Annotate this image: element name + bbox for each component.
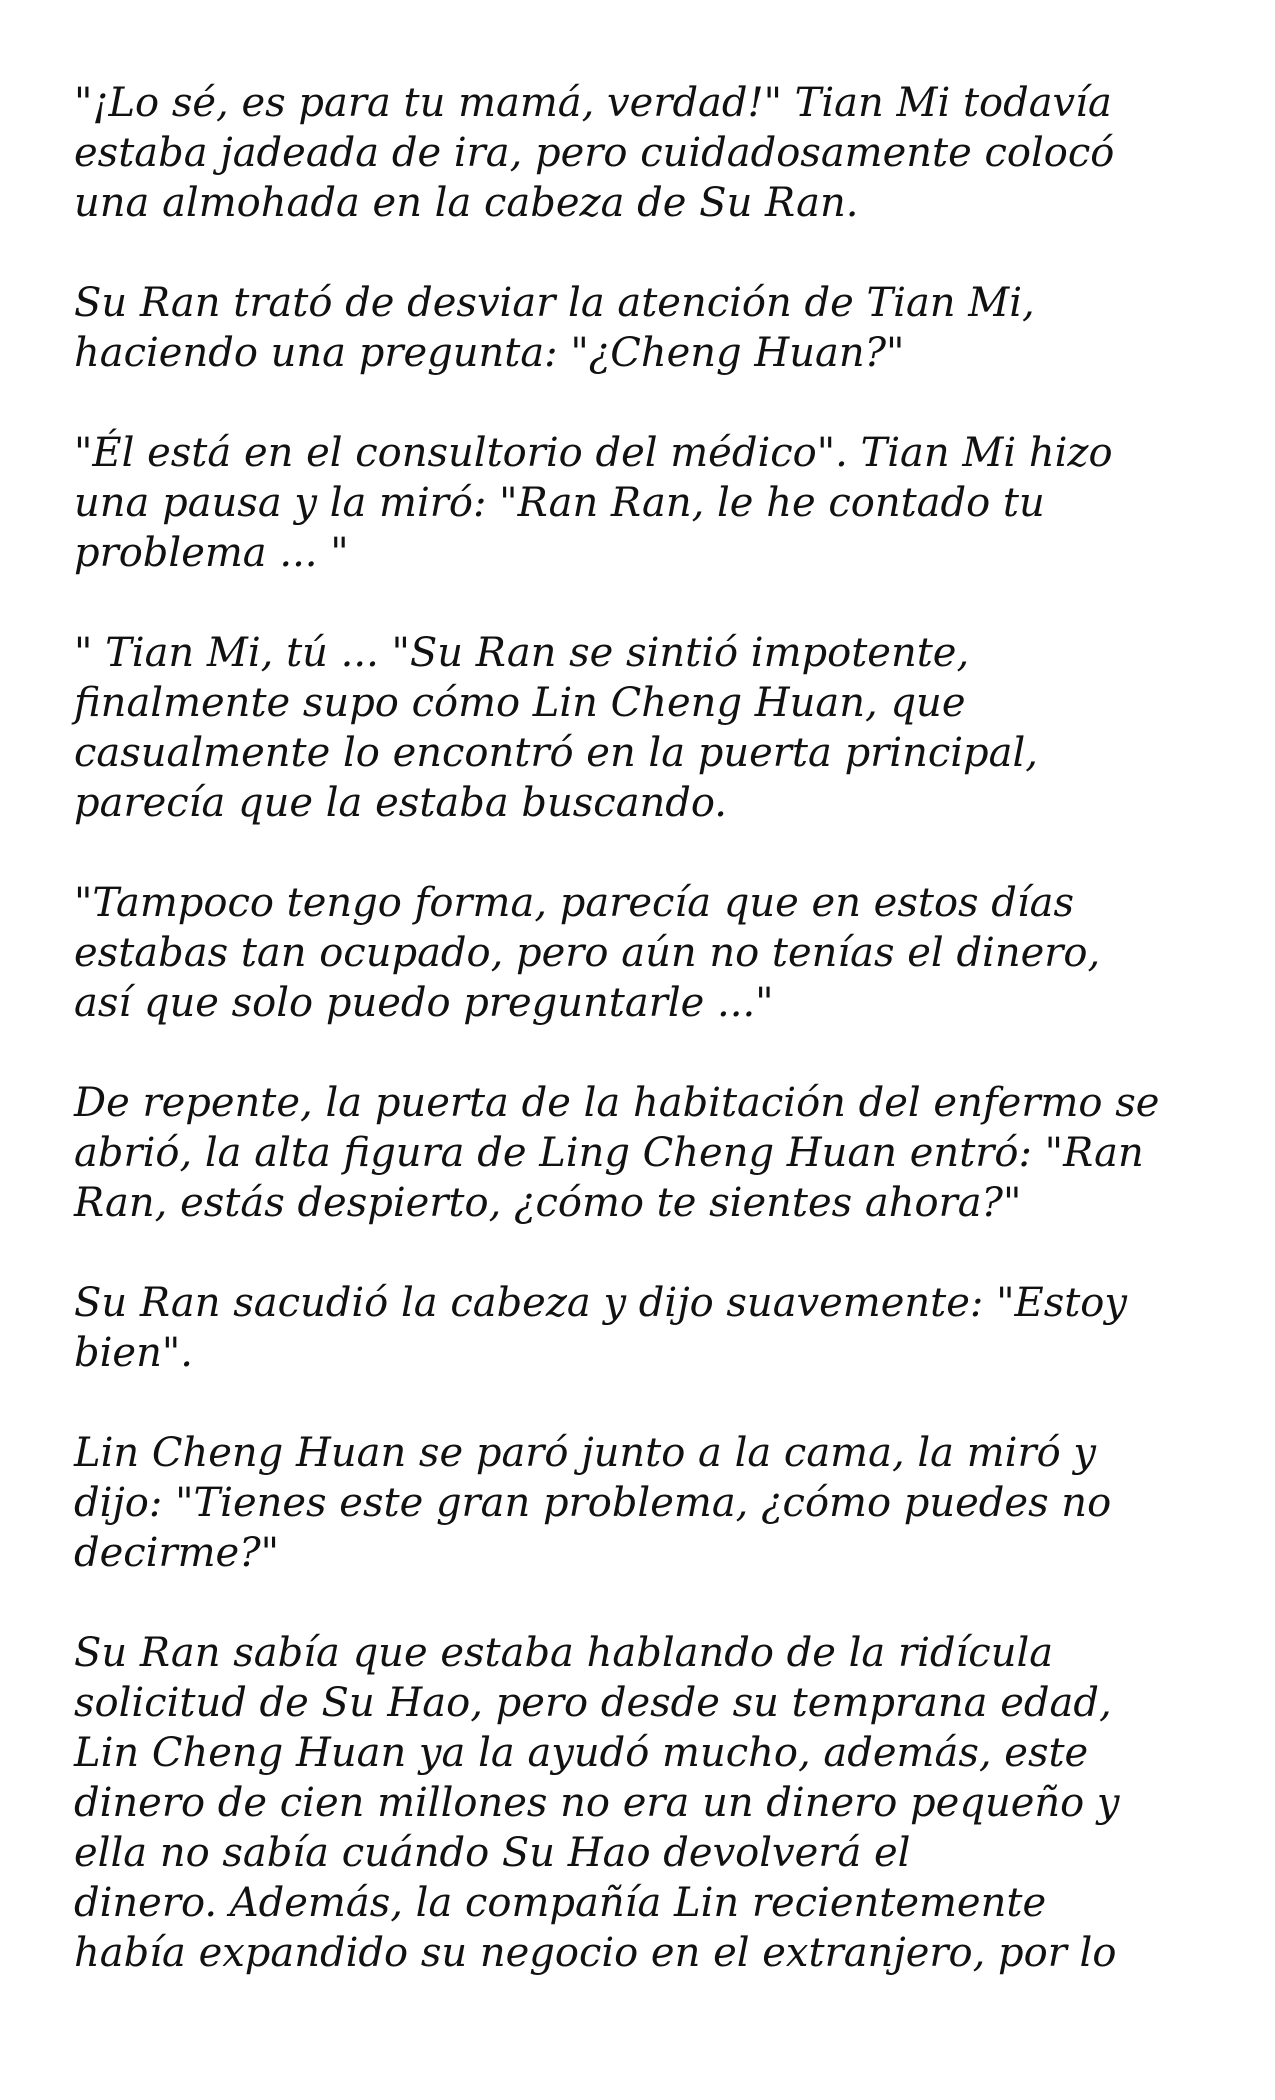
paragraph-2: Su Ran trató de desviar la atención de Tian Mi, haciendo una pregunta: "¿Cheng Huan?" [74,280,1035,376]
paragraph-5: "Tampoco tengo forma, parecía que en estos días estabas tan ocupado, pero aún no tenías el dinero, así que solo puedo preguntarle ..." [74,880,1101,1026]
paragraph-4: " Tian Mi, tú ... "Su Ran se sintió impotente, finalmente supo cómo Lin Cheng Huan, que casualmente lo encontró en la puerta principal, parecía que la estaba buscando. [74,630,1039,826]
paragraph-1: "¡Lo sé, es para tu mamá, verdad!" Tian Mi todavía estaba jadeada de ira, pero cuidadosamente colocó una almohada en la cabeza de Su Ran. [74,80,1115,226]
paragraph-9: Su Ran sabía que estaba hablando de la ridícula solicitud de Su Hao, pero desde su temprana edad, Lin Cheng Huan ya la ayudó mucho, además, este dinero de cien millones no era un dinero pequeño y ella no sabía cuándo Su Hao devolverá el dinero. Además, la compañía Lin recientemente había expandido su negocio en el extranjero, por lo [74,1630,1120,1976]
paragraph-6: De repente, la puerta de la habitación del enfermo se abrió, la alta figura de Ling Cheng Huan entró: "Ran Ran, estás despierto, ¿cómo te sientes ahora?" [74,1080,1160,1226]
document-page [74,78,1204,2028]
paragraph-7: Su Ran sacudió la cabeza y dijo suavemente: "Estoy bien". [74,1280,1127,1376]
paragraph-8: Lin Cheng Huan se paró junto a la cama, la miró y dijo: "Tienes este gran problema, ¿cómo puedes no decirme?" [74,1430,1112,1576]
paragraph-3: "Él está en el consultorio del médico". Tian Mi hizo una pausa y la miró: "Ran Ran, le he contado tu problema ... " [74,430,1113,576]
